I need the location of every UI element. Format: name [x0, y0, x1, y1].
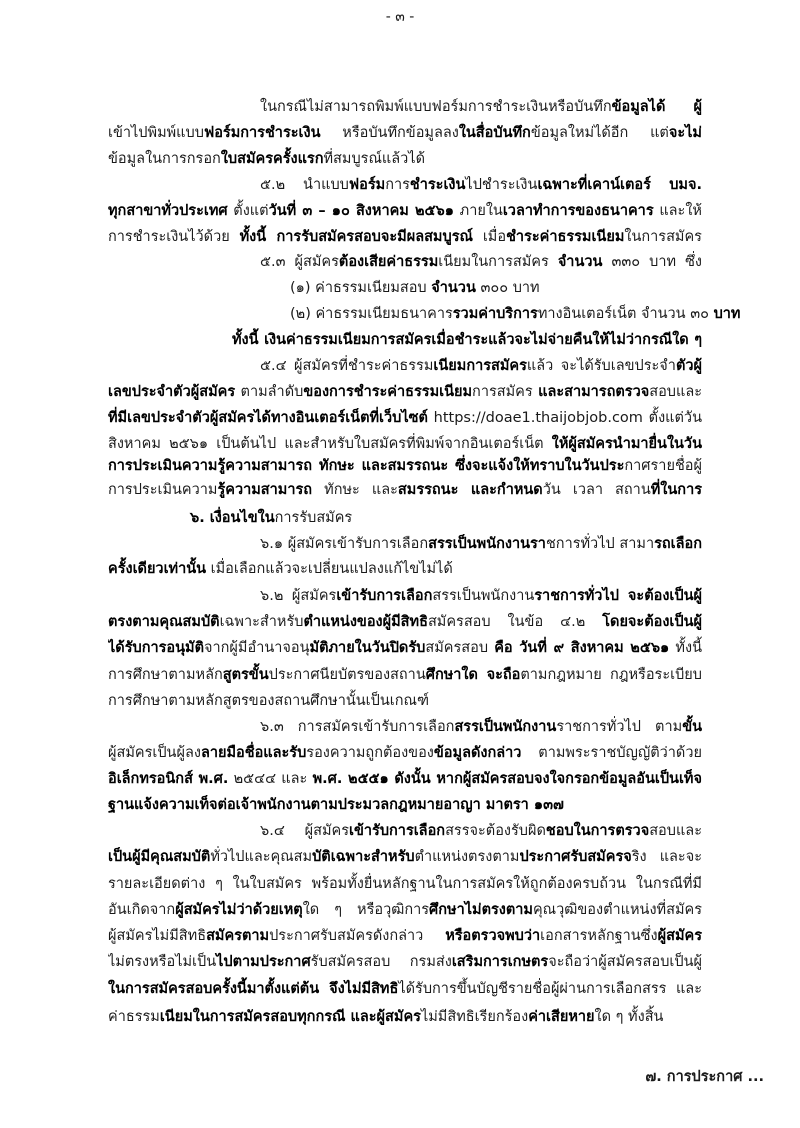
text-line [260, 250, 702, 274]
bold-text-segment: เลขประจำตัวผู้สมัคร [108, 384, 236, 400]
bold-text-segment: ทั้งนี้ เงินค่าธรรมเนียมการสมัครเมื่อชำระแล้วจะไม่จ่ายคืนให้ไม่ว่ากรณีใด ๆ [232, 332, 702, 348]
text-segment: รายละเอียดต่าง ๆ ในใบสมัคร พร้อมทั้งยื่นหลักฐานในการสมัครให้ถูกต้องครบถ้วน ในกรณีที่มี [108, 876, 702, 892]
bold-text-segment: ให้ผู้สมัครนำมายื่นในวัน [551, 436, 702, 452]
bold-text-segment: ๖. เงื่อนไขใน [190, 510, 275, 526]
text-line [260, 354, 702, 378]
bold-text-segment: เข้ารับการเลือก [349, 823, 446, 839]
text-segment: (๒) ค่าธรรมเนียมธนาคาร [290, 306, 453, 322]
text-segment: ประกาศรับสมัครดังกล่าว [269, 928, 446, 944]
bold-text-segment: สรรเป็นพนักงานรา [428, 536, 546, 552]
text-segment: การรับสมัคร [274, 510, 353, 526]
text-segment: ๓๓๐ บาท ซึ่ง [611, 254, 702, 270]
bold-text-segment: ฟอร์ม [348, 177, 386, 193]
text-segment: ใด ๆ ทั้งสิ้น [594, 1009, 664, 1025]
text-segment: ผู้สมัครเป็นผู้ลง [108, 745, 201, 761]
bold-text-segment: ประกาศรับสมัครจ [519, 849, 632, 865]
bold-text-segment: สรรเป็นพนักงาน [454, 719, 557, 735]
bold-text-segment: ในสื่อบันทึก [458, 125, 531, 141]
text-segment: การ [385, 177, 410, 193]
text-line [108, 872, 702, 896]
text-line [108, 432, 702, 456]
text-segment: ในการสมัคร [624, 229, 702, 245]
text-segment: จากผู้มีอำนาจอนุ [204, 640, 310, 656]
bold-text-segment: ที่มีเลขประจำตัวผู้สมัครได้ทางอินเตอร์เน็ตที่เว็บไซต์ [108, 410, 428, 426]
text-line [108, 977, 702, 1001]
text-segment: เฉพาะสำหรับ [219, 614, 304, 630]
text-segment: https://doae1.thaijobjob.com ตั้งแต่วัน [433, 410, 702, 426]
text-segment: ตามพระราชบัญญัติว่าด้วย [538, 745, 702, 761]
text-line [108, 147, 425, 171]
text-segment: ๕.๒ นำแบบ [260, 177, 349, 193]
text-segment: เมื่อ [472, 229, 507, 245]
text-line [260, 819, 702, 843]
bold-text-segment: ตัวผู้ [675, 358, 702, 374]
bold-text-segment: เวลาทำการของธนาคาร [502, 203, 654, 219]
text-line [260, 584, 702, 608]
text-segment: สมัครสอบ [425, 640, 495, 656]
text-segment: ๖.๑ ผู้สมัครเข้ารับการเลือก [260, 536, 429, 552]
text-segment: การชำระเงินไว้ด้วย [108, 229, 240, 245]
bold-text-segment: ที่ในการ [650, 482, 702, 498]
text-segment: ริง และจะ [631, 849, 702, 865]
text-segment: วัน เวลา สถาน [542, 482, 651, 498]
bold-text-segment: จะไม่ [668, 125, 702, 141]
text-segment: อันเกิดจาก [108, 902, 176, 918]
text-line [108, 950, 702, 974]
bold-text-segment: รวมค่าบริการ [452, 306, 538, 322]
bold-text-segment: โดยจะต้องเป็นผู้ [602, 614, 702, 630]
text-segment: และให้ [659, 203, 702, 219]
bold-text-segment: ฟอร์มการชำระเงิน [203, 125, 321, 141]
text-line [232, 328, 702, 352]
bold-text-segment: การประเมินความรู้ความสามารถ ทักษะ และสมรรถนะ ซึ่งจะแจ้งให้ทราบในวันประ [108, 458, 625, 474]
bold-text-segment: เป็นผู้มีคุณสมบัติ [108, 849, 211, 865]
bold-text-segment: ในการสมัครสอบครั้งนี้มาตั้งแต่ต้น จึงไม่มีสิทธิ [108, 981, 399, 997]
bold-text-segment: ลายมือชื่อและรับ [200, 745, 307, 761]
text-segment: รับสมัครสอบ กรมส่ง [310, 954, 452, 970]
text-segment: สอบและ [649, 384, 702, 400]
bold-text-segment: เฉพาะที่เคาน์เตอร์ บมจ. [537, 177, 702, 193]
next-section-continuation: ๗. การประกาศ ... [645, 1069, 764, 1085]
text-segment: ไปชำระเงิน [465, 177, 538, 193]
text-line [108, 741, 702, 765]
text-line [108, 767, 702, 791]
text-segment: ทางอินเตอร์เน็ต จำนวน ๓๐ [537, 306, 714, 322]
text-segment: ๓๐๐ บาท [475, 280, 540, 296]
bold-text-segment: ผู้สมัคร [657, 928, 702, 944]
text-segment: ได้รับการขึ้นบัญชีรายชื่อผู้ผ่านการเลือกสรร และ [398, 981, 702, 997]
text-segment: ๒๕๔๔ และ [228, 771, 313, 787]
bold-text-segment: ชำระเงิน [409, 177, 466, 193]
text-segment: ทักษะ และ [312, 482, 398, 498]
text-segment: ไม่มีสิทธิเรียกร้อง [420, 1009, 529, 1025]
bold-text-segment: ชอบในการตรวจ [545, 823, 650, 839]
text-segment: รองความถูกต้องของ [306, 745, 434, 761]
text-line [108, 199, 702, 223]
bold-text-segment: ต้องเสียค่าธรรม [338, 254, 439, 270]
text-segment: ข้อมูลใหม่ได้อีก แต่ [530, 125, 669, 141]
text-line [108, 793, 564, 817]
page-number: - ๓ - [385, 9, 415, 25]
bold-text-segment: ขั้น [682, 719, 702, 735]
text-segment: ข้อมูลในการกรอก [108, 151, 221, 167]
text-segment: การประเมินความ [108, 482, 218, 498]
bold-text-segment: พ.ศ. ๒๕๕๑ ดังนั้น หากผู้สมัครสอบจงใจกรอกข้อมูลอันเป็นเท็จ [312, 771, 702, 787]
bold-text-segment: ข้อมูลดังกล่าว [433, 745, 522, 761]
bold-text-segment: ใบสมัครครั้งแรก [220, 151, 324, 167]
text-segment: สอบและ [649, 823, 702, 839]
bold-text-segment: บัติเฉพาะสำหรับ [312, 849, 415, 865]
bold-text-segment: ศึกษาใด จะถือ [425, 667, 521, 683]
bold-text-segment: ไปตามประกาศ [216, 954, 311, 970]
text-segment: เมื่อเลือกแล้วจะเปลี่ยนแปลงแก้ไขไม่ได้ [206, 561, 453, 577]
text-line [108, 924, 702, 948]
text-segment: เข้าไปพิมพ์แบบ [108, 125, 204, 141]
text-line [260, 95, 702, 119]
text-segment: หรือบันทึกข้อมูลลง [320, 125, 459, 141]
text-line [108, 225, 702, 249]
bold-text-segment: เนียมการสมัคร [433, 358, 527, 374]
text-line [290, 276, 540, 300]
text-segment: ๖.๓ การสมัครเข้ารับการเลือก [260, 719, 455, 735]
text-line [260, 532, 702, 556]
text-segment: สรรจะต้องรับผิด [445, 823, 546, 839]
text-segment: ๖.๒ ผู้สมัคร [260, 588, 337, 604]
text-segment: ๖.๔ ผู้สมัคร [260, 823, 350, 839]
text-segment: ตั้งแต่ [227, 203, 269, 219]
text-segment: ในกรณีไม่สามารถพิมพ์แบบฟอร์มการชำระเงินหรือบันทึก [260, 99, 612, 115]
bold-text-segment: หรือตรวจพบว่า [445, 928, 541, 944]
text-segment: (๑) ค่าธรรมเนียมสอบ [290, 280, 432, 296]
bold-text-segment: ราชการทั่วไป จะต้องเป็นผู้ [534, 588, 702, 604]
text-line [108, 121, 702, 145]
text-line [260, 173, 702, 197]
bold-text-segment: ค่าเสียหาย [528, 1009, 595, 1025]
text-line [108, 380, 702, 404]
bold-text-segment: ข้อมูลได้ ผู้ [611, 99, 702, 115]
text-segment: ไม่ตรงหรือไม่เป็น [108, 954, 217, 970]
text-line [190, 506, 352, 530]
bold-text-segment: ครั้งเดียวเท่านั้น [108, 561, 207, 577]
text-segment: การศึกษาตามหลักสูตรของสถานศึกษานั้นเป็นเกณฑ์ [108, 693, 429, 709]
text-segment: ตำแหน่งตรงตาม [414, 849, 520, 865]
bold-text-segment: ศึกษาไม่ตรงตาม [429, 902, 533, 918]
text-segment: กาศรายชื่อผู้ [624, 458, 702, 474]
text-segment: ตามลำดับ [235, 384, 304, 400]
bold-text-segment: ทุกสาขาทั่วประเทศ [108, 203, 228, 219]
bold-text-segment: เนียมในการสมัครสอบทุกกรณี และผู้สมัคร [159, 1009, 421, 1025]
text-segment: คุณวุฒิของตำแหน่งที่สมัคร [532, 902, 702, 918]
text-segment: ราชการทั่วไป ตาม [556, 719, 683, 735]
bold-text-segment: ทั้งนี้ การรับสมัครสอบจะมีผลสมบูรณ์ [239, 229, 473, 245]
bold-text-segment: ชำระค่าธรรมเนียม [506, 229, 625, 245]
text-line [108, 636, 702, 660]
bold-text-segment: มัติภายในวันปิดรับ [309, 640, 426, 656]
bold-text-segment: ตำแหน่งของผู้มีสิทธิ [303, 614, 428, 630]
text-segment: ชการทั่วไป สามา [545, 536, 655, 552]
bold-text-segment: สมัครตาม [206, 928, 270, 944]
text-line [108, 454, 702, 478]
bold-text-segment: รู้ความสามารถ [217, 482, 313, 498]
text-segment: ใด ๆ หรือวุฒิการ [302, 902, 430, 918]
text-segment: สิงหาคม ๒๕๖๑ เป็นต้นไป และสำหรับใบสมัครที่พิมพ์จากอินเตอร์เน็ต [108, 436, 552, 452]
text-line [108, 406, 702, 430]
text-line [290, 302, 740, 326]
text-segment: เนียมในการสมัคร [438, 254, 558, 270]
bold-text-segment: ตรงตามคุณสมบัติ [108, 614, 220, 630]
text-line [108, 557, 453, 581]
text-line [108, 478, 702, 502]
bold-text-segment: คือ วันที่ ๙ สิงหาคม ๒๕๖๑ [494, 640, 670, 656]
bold-text-segment: อิเล็กทรอนิกส์ พ.ศ. [108, 771, 229, 787]
text-segment: ภายใน [453, 203, 503, 219]
text-segment: จะถือว่าผู้สมัครสอบเป็นผู้ [548, 954, 702, 970]
text-line [108, 898, 702, 922]
text-segment: ประกาศนียบัตรของสถาน [268, 667, 426, 683]
bold-text-segment: ได้รับการอนุมัติ [108, 640, 205, 656]
text-segment: ทั้งนี้ [675, 640, 702, 656]
text-segment: ๕.๓ ผู้สมัคร [260, 254, 339, 270]
bold-text-segment: วันที่ ๓ – ๑๐ สิงหาคม ๒๕๖๑ [268, 203, 454, 219]
text-segment: ตามกฎหมาย กฎหรือระเบียบ [520, 667, 702, 683]
bold-text-segment: บาท [713, 306, 741, 322]
bold-text-segment: สมรรถนะ และกำหนด [397, 482, 543, 498]
text-segment: การศึกษาตามหลัก [108, 667, 223, 683]
bold-text-segment: จำนวน [557, 254, 603, 270]
bold-text-segment: ฐานแจ้งความเท็จต่อเจ้าพนักงานตามประมวลกฎหมายอาญา มาตรา ๑๓๗ [108, 797, 564, 813]
text-line [108, 689, 429, 713]
text-line [108, 845, 702, 869]
text-segment: ที่สมบูรณ์แล้วได้ [323, 151, 425, 167]
text-line [260, 715, 702, 739]
bold-text-segment: จำนวน [431, 280, 476, 296]
text-line [108, 610, 702, 634]
text-segment: ค่าธรรม [108, 1009, 160, 1025]
bold-text-segment: เข้ารับการเลือก [336, 588, 433, 604]
text-segment: สรรเป็นพนักงาน [432, 588, 535, 604]
text-line [108, 663, 702, 687]
text-segment: ผู้สมัครไม่มีสิทธิ [108, 928, 207, 944]
bold-text-segment: รถเลือก [654, 536, 702, 552]
text-segment: ๕.๔ ผู้สมัครที่ชำระค่าธรรม [260, 358, 434, 374]
text-segment: แล้ว จะได้รับเลขประจำ [526, 358, 676, 374]
text-segment: สมัครสอบ ในข้อ ๔.๒ [427, 614, 603, 630]
text-segment: เอกสารหลักฐานซึ่ง [540, 928, 658, 944]
text-line [108, 1005, 663, 1029]
bold-text-segment: เสริมการเกษตร [451, 954, 549, 970]
bold-text-segment: ผู้สมัครไม่ว่าด้วยเหตุ [175, 902, 303, 918]
text-segment: ทั่วไปและคุณสม [210, 849, 313, 865]
text-segment: การสมัคร [472, 384, 539, 400]
bold-text-segment: สูตรขั้น [222, 667, 269, 683]
bold-text-segment: และสามารถตรวจ [538, 384, 650, 400]
bold-text-segment: ของการชำระค่าธรรมเนียม [303, 384, 473, 400]
